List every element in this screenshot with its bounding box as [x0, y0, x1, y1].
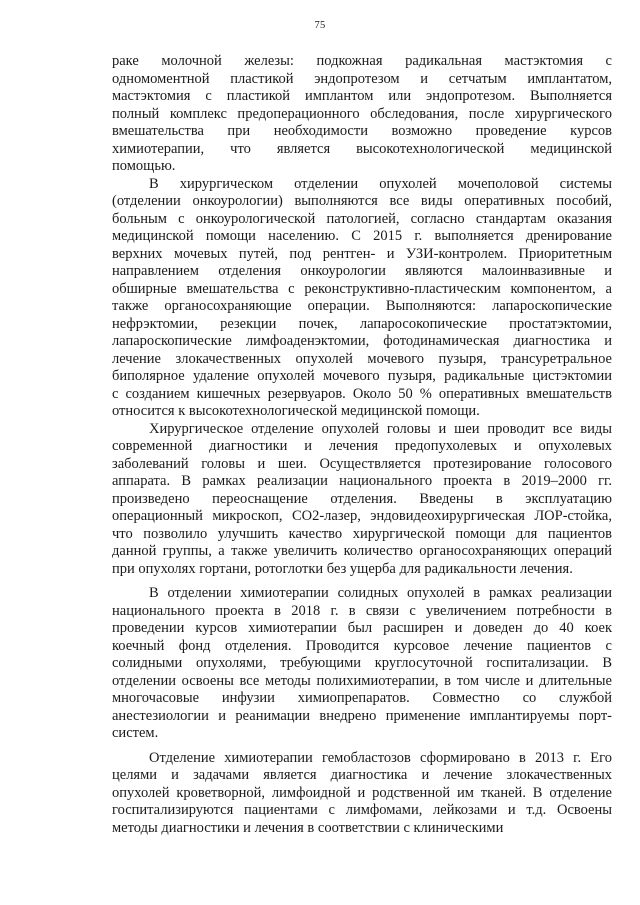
- text-line: Хирургическое отделение опухолей головы и шеи проводит все виды: [149, 420, 612, 437]
- text-line: данной группы, а также увеличить количество органосохраняющих операций: [112, 543, 612, 559]
- text-line: анестезиологии и реанимации внедрено применение имплантируемы порт-: [112, 707, 612, 724]
- text-line: целями и задачами является диагностика и лечение злокачественных: [112, 767, 612, 783]
- text-line: Отделение химиотерапии гемобластозов сформировано в 2013 г. Его: [149, 749, 612, 766]
- paragraph-p5: [112, 750, 612, 838]
- text-line: помощью.: [112, 158, 176, 174]
- text-line: лечение злокачественных опухолей мочевого пузыря, трансуретральное: [112, 350, 612, 367]
- paragraph-gap: [112, 578, 612, 585]
- paragraph-gap: [112, 743, 612, 750]
- text-line: госпитализируются пациентами с лимфомами, лейкозами и т.д. Освоены: [112, 802, 612, 818]
- paragraph-p4: [112, 585, 612, 743]
- text-line: методы диагностики и лечения в соответствии с клиническими: [112, 819, 504, 836]
- document-body: [112, 53, 612, 837]
- text-line: вмешательства при необходимости возможно проведение курсов: [112, 123, 612, 139]
- text-line: солидными опухолями, требующими круглосуточной госпитализации. В: [112, 655, 612, 671]
- text-line: верхних мочевых путей, под рентген- и УЗИ-контролем. Приоритетным: [112, 245, 612, 262]
- text-line: систем.: [112, 725, 159, 741]
- text-line: раке молочной железы: подкожная радикальная мастэктомия с: [112, 53, 612, 69]
- text-line: современной диагностики и лечения предопухолевых и опухолевых: [112, 438, 612, 454]
- text-line: больным с онкоурологической патологией, согласно стандартам оказания: [112, 210, 612, 227]
- text-line: биполярное удаление опухолей мочевого пузыря, радикальные цистэктомии: [112, 368, 612, 384]
- text-line: медицинской помощи населению. С 2015 г. выполняется дренирование: [112, 228, 612, 244]
- text-line: также органосохраняющие операции. Выполняются: лапароскопические: [112, 298, 612, 314]
- text-line: заболеваний головы и шеи. Осуществляется протезирование голосового: [112, 455, 612, 472]
- text-line: направлением отделения онкоурологии являются малоинвазивные и: [112, 263, 612, 279]
- text-line: с созданием кишечных резервуаров. Около 50 % оперативных вмешательств: [112, 385, 612, 402]
- text-line: многочасовые инфузии химиопрепаратов. Совместно со службой: [112, 690, 612, 706]
- page-number: 75: [314, 20, 326, 31]
- paragraph-p1: [112, 53, 612, 176]
- text-line: полный комплекс предоперационного обследования, после хирургического: [112, 105, 612, 122]
- text-line: лапароскопические лимфоаденэктомии, фотодинамическая диагностика и: [112, 333, 612, 349]
- text-line: (отделении онкоурологии) выполняются все виды оперативных пособий,: [112, 193, 612, 209]
- text-line: В отделении химиотерапии солидных опухолей в рамках реализации: [149, 585, 612, 601]
- text-line: при опухолях гортани, ротоглотки без ущерба для радикальности лечения.: [112, 560, 573, 577]
- text-line: мастэктомия с пластикой имплантом или эндопротезом. Выполняется: [112, 88, 612, 104]
- paragraph-p3: [112, 421, 612, 579]
- text-line: аппарата. В рамках реализации национального проекта в 2019–2000 гг.: [112, 473, 612, 489]
- text-line: отделении освоены все методы полихимиотерапии, в том числе и длительные: [112, 672, 612, 689]
- text-line: проведении курсов химиотерапии был расширен и доведен до 40 коек: [112, 620, 612, 636]
- text-line: произведено переоснащение отделения. Введены в эксплуатацию: [112, 490, 612, 507]
- text-line: национального проекта в 2018 г. в связи с увеличением потребности в: [112, 602, 612, 619]
- text-line: операционный микроскоп, СО2-лазер, эндовидеохирургическая ЛОР-стойка,: [112, 508, 612, 524]
- text-line: коечный фонд отделения. Проводится курсовое лечение пациентов с: [112, 637, 612, 654]
- text-line: относится к высокотехнологической медицинской помощи.: [112, 403, 480, 419]
- paragraph-p2: [112, 176, 612, 421]
- text-line: опухолей кроветворной, лимфоидной и родственной им тканей. В отделение: [112, 784, 612, 801]
- text-line: что позволило улучшить качество хирургической помощи для пациентов: [112, 525, 612, 542]
- text-line: нефрэктомии, резекции почек, лапаросокопические простатэктомии,: [112, 315, 612, 332]
- text-line: химиотерапии, что является высокотехнологической медицинской: [112, 140, 612, 157]
- text-line: обширные вмешательства с реконструктивно-пластическим компонентом, а: [112, 280, 612, 297]
- text-line: В хирургическом отделении опухолей мочеполовой системы: [149, 175, 612, 192]
- text-line: одномоментной пластикой эндопротезом и сетчатым имплантатом,: [112, 70, 612, 87]
